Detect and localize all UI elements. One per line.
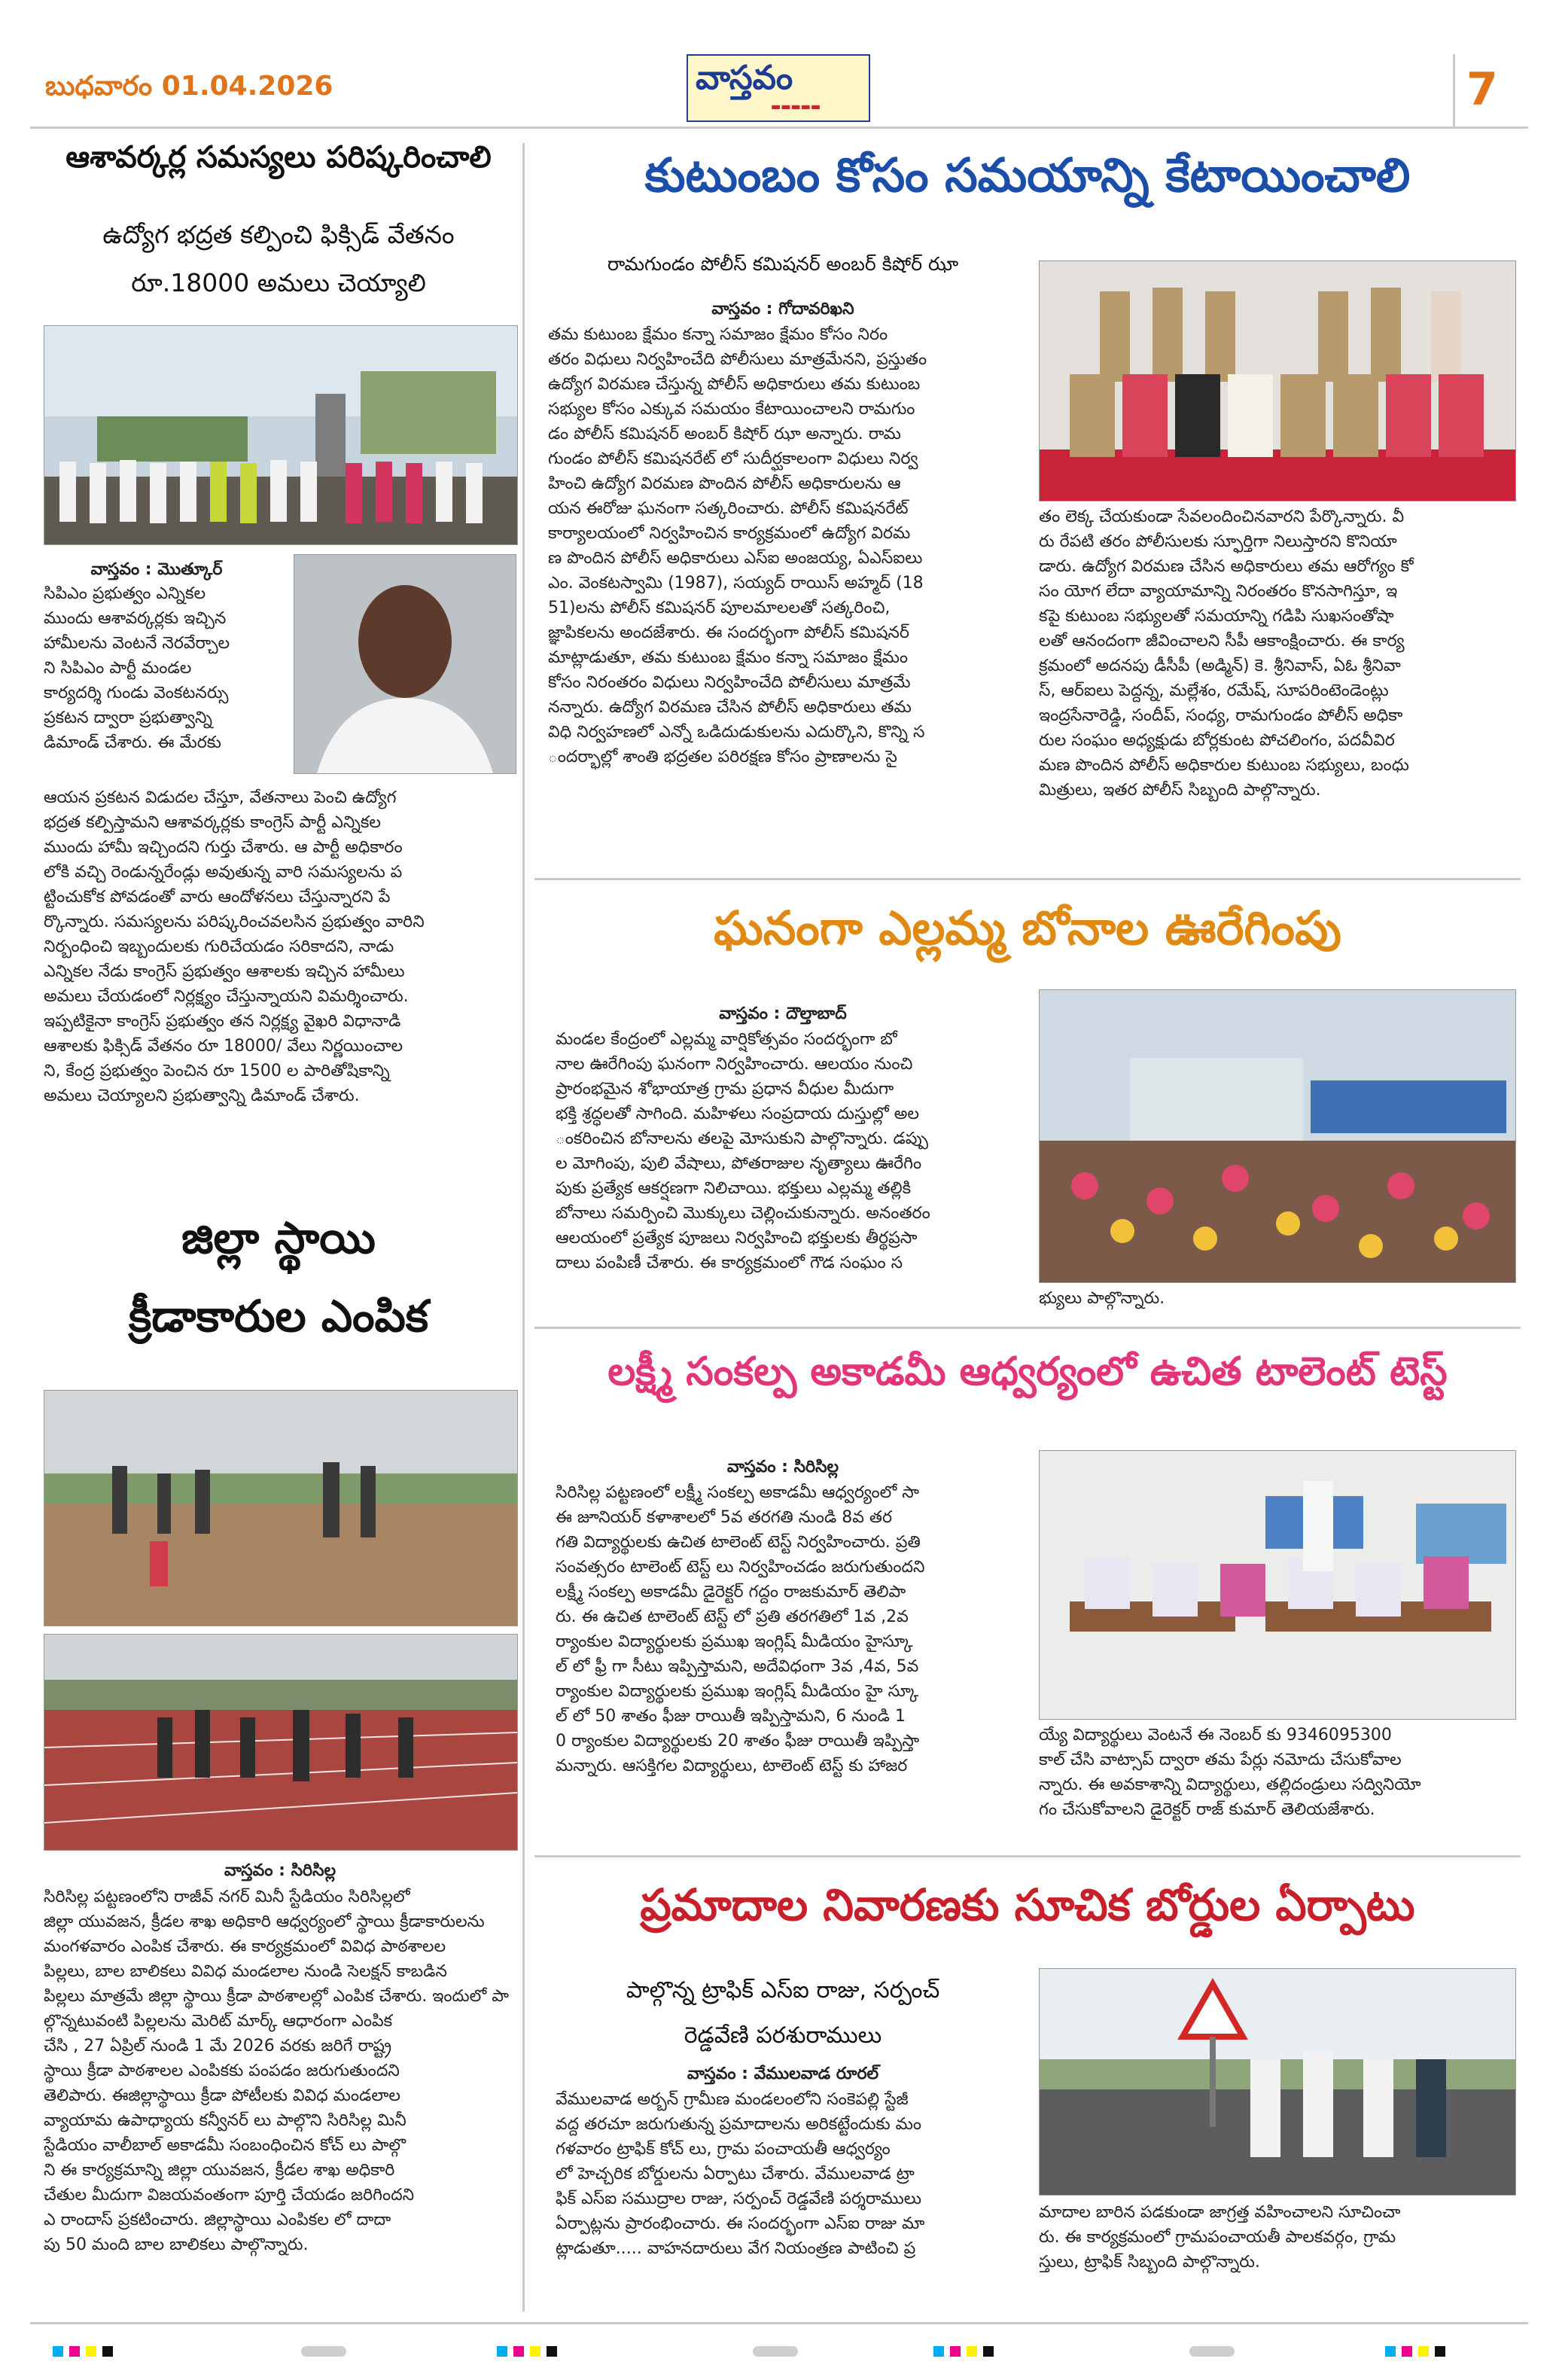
story5-line: ఈ జూనియర్ కళాశాలలో 5వ తరగతి నుండి 8వ తర	[556, 1508, 893, 1527]
story5-line: 0 ర్యాంకుల విద్యార్థులకు 20 శాతం ఫీజు రాయితీ ఇప్పిస్తా	[556, 1732, 920, 1751]
story2-race-photo	[44, 1634, 518, 1851]
story4-line: భక్తి శ్రద్ధలతో సాగింది. మహిళలు సంప్రదాయ దుస్తుల్లో అల	[556, 1105, 919, 1123]
story1-subhead-1: ఉద్యోగ భద్రత కల్పించి ఫిక్సిడ్ వేతనం	[102, 220, 455, 249]
story6-line: ఏర్పాట్లను ప్రారంభించారు. ఈ సందర్భంగా ఎస్ఐ రాజు మా	[556, 2214, 925, 2233]
story2-line: ని ఈ కార్యక్రమాన్ని జిల్లా యువజన, క్రీడల శాఖ అధికారి	[44, 2161, 395, 2180]
story3-police-photo	[1039, 261, 1516, 501]
story5-line: గం చేసుకోవాలని డైరెక్టర్ రాజ్ కుమార్ తెలియజేశారు.	[1039, 1800, 1375, 1819]
story3-line: జ్ఞాపికలను అందజేశారు. ఈ సందర్భంగా పోలీస్ కమిషనర్	[548, 623, 909, 642]
story1-line: ఆశాలకు ఫిక్సిడ్ వేతనం రూ 18000/ వేలు నిర్ణయించాల	[44, 1037, 403, 1056]
story4-line: పుకు ప్రత్యేక ఆకర్షణగా నిలిచాయి. భక్తులు ఎల్లమ్మ తల్లికి	[556, 1179, 912, 1198]
story1-line: ఆయన ప్రకటన విడుదల చేస్తూ, వేతనాలు పెంచి ఉద్యోగ	[44, 788, 397, 807]
story2-line: ల్గొన్నటువంటి పిల్లలను మెరిట్ మార్క్ ఆధారంగా ఎంపిక	[44, 2012, 393, 2031]
story2-line: పు 50 మంది బాల బాలికలు పాల్గొన్నారు.	[44, 2235, 309, 2254]
story5-line: ల్ లో ఫ్రీ గా సీటు ఇప్పిస్తామని, అదేవిధంగా 3వ ,4వ, 5వ	[556, 1657, 919, 1676]
story4-body	[556, 1027, 1021, 1313]
section-rule	[534, 1327, 1521, 1329]
registration-pill	[753, 2346, 798, 2357]
story1-body-narrow	[44, 581, 285, 785]
story6-subhead-2: రెడ్డవేణి పరశురాములు	[684, 2022, 882, 2049]
story1-line: ఇప్పటికైనా కాంగ్రెస్ ప్రభుత్వం తన నిర్లక్ష్య వైఖరి విధానాడి	[44, 1012, 401, 1031]
story1-line: ర్కొన్నారు. సమస్యలను పరిష్కరించవలసిన ప్రభుత్వం వారిని	[44, 913, 425, 931]
story3-line: స్, ఆర్ఐలు పెద్దన్న, మల్లేశం, రమేష్, సూపరింటెండెంట్లు	[1039, 681, 1389, 700]
story1-line: ట్టించుకోక పోవడంతో వారు ఆందోళనలు చేస్తున్నారని పే	[44, 888, 391, 907]
story1-line: అమలు చేయడంలో నిర్లక్ష్యం చేస్తున్నాయని విమర్శించారు.	[44, 987, 409, 1006]
story5-line: య్యే విద్యార్థులు వెంటనే ఈ నెంబర్ కు 9346095300	[1039, 1726, 1392, 1745]
story4-line: బోనాలు సమర్పించి మొక్కులు చెల్లించుకున్నారు. అనంతరం	[556, 1204, 930, 1223]
story1-line: కార్యదర్శి గుండు వెంకటనర్సు	[44, 684, 229, 702]
paper-name: వాస్తవం	[696, 59, 793, 97]
story6-line: మాదాల బారిన పడకుండా జాగ్రత్త వహించాలని సూచించా	[1039, 2203, 1401, 2222]
story3-line: కోసం నిరంతరం విధులు నిర్వహించేది పోలీసులు మాత్రమే	[548, 673, 911, 692]
story3-line: సం యోగ లేదా వ్యాయామాన్ని నిరంతరం కొనసాగిస్తూ, ఇ	[1039, 582, 1398, 601]
story5-line: కాల్ చేసి వాట్సాప్ ద్వారా తమ పేర్లు నమోదు చేసుకోవాల	[1039, 1751, 1402, 1769]
story2-headline-2: క్రీడాకారుల ఎంపిక	[128, 1291, 429, 1342]
story2-line: సిరిసిల్ల పట్టణంలోని రాజీవ్ నగర్ మినీ స్టేడియం సిరిసిల్లలో	[44, 1888, 410, 1906]
story1-line: భద్రత కల్పిస్తామని ఆశావర్కర్లకు కాంగ్రెస్ పార్టీ ఎన్నికల	[44, 813, 381, 832]
edition-date: బుధవారం 01.04.2026	[45, 71, 333, 102]
story6-line: లో హెచ్చరిక బోర్డులను ఏర్పాటు చేశారు. వేములవాడ ట్రా	[556, 2165, 915, 2183]
registration-pill	[301, 2346, 346, 2357]
story5-line: గతి విద్యార్థులకు ఉచిత టాలెంట్ టెస్ట్ నిర్వహించారు. ప్రతి	[556, 1533, 921, 1552]
header-divider	[1453, 54, 1455, 126]
story1-line: ని, కేంద్ర ప్రభుత్వం పెంచిన రూ 1500 ల పారితోషికాన్ని	[44, 1062, 390, 1080]
story3-line: రు రేపటి తరం పోలీసులకు స్ఫూర్తిగా నిలుస్తారని కొనియా	[1039, 532, 1397, 551]
story3-headline: కుటుంబం కోసం సమయాన్ని కేటాయించాలి	[644, 148, 1411, 203]
paper-tagline-graphic: ▬▬▬▬▬	[771, 101, 821, 113]
story3-body	[548, 322, 1021, 872]
story3-line: మిత్రులు, ఇతర పోలీస్ సిబ్బంది పాల్గొన్నారు.	[1039, 781, 1321, 800]
story2-line: చేసి , 27 ఏప్రిల్ నుండి 1 మే 2026 వరకు జరిగే రాష్ట్ర	[44, 2037, 391, 2055]
story3-line: తమ కుటుంబ క్షేమం కన్నా సమాజం క్షేమం కోసం నిరం	[548, 325, 888, 344]
story1-byline: వాస్తవం : మొత్కూర్	[90, 560, 223, 579]
story1-line: డిమాండ్ చేశారు. ఈ మేరకు	[44, 733, 221, 752]
story5-headline: లక్ష్మీ సంకల్ప అకాడమీ ఆధ్వర్యంలో ఉచిత టాలెంట్ టెస్ట్	[607, 1349, 1448, 1394]
story5-line: ర్యాంకుల విద్యార్థులకు ప్రముఖ ఇంగ్లిష్ మీడియం హై స్కూ	[556, 1682, 919, 1701]
story5-body-right	[1039, 1723, 1515, 1828]
story5-line: రు. ఈ ఉచిత టాలెంట్ టెస్ట్ లో ప్రతి తరగతిలో 1వ ,2వ	[556, 1607, 909, 1626]
story6-line: వేములవాడ అర్బన్ గ్రామీణ మండలంలోని సంకెపల్లి స్టేజీ	[556, 2090, 909, 2109]
column-divider	[522, 143, 525, 2311]
section-rule	[534, 878, 1521, 880]
story2-line: తెలిపారు. ఈజిల్లాస్థాయి క్రీడా పోటీలకు వివిధ మండలాల	[44, 2086, 400, 2105]
story6-subhead-1: పాల్గొన్న ట్రాఫిక్ ఎస్ఐ రాజు, సర్పంచ్	[626, 1977, 940, 2004]
story3-line: తరం విధులు నిర్వహించేది పోలీసులు మాత్రమేనని, ప్రస్తుతం	[548, 350, 927, 369]
story1-body-wide	[44, 785, 518, 1117]
story3-line: డం పోలీస్ కమిషనర్ అంబర్ కిషోర్ ఝా అన్నారు. రామ	[548, 425, 901, 443]
story1-headline: ఆశావర్కర్ల సమస్యలు పరిష్కరించాలి	[65, 140, 492, 175]
story1-line: ఎన్నికల నేడు కాంగ్రెస్ ప్రభుత్వం ఆశాలకు ఇచ్చిన హామీలు	[44, 962, 405, 981]
story4-line: నాల ఊరేగింపు ఘనంగా నిర్వహించారు. ఆలయం నుంచి	[556, 1055, 913, 1074]
story3-line: తం లెక్క చేయకుండా సేవలందించినవారని పేర్కొన్నారు. వీ	[1039, 507, 1405, 526]
story5-line: న్నారు. ఈ అవకాశాన్ని విద్యార్థులు, తల్లిదండ్రులు సద్వినియో	[1039, 1775, 1421, 1794]
story6-line: రు. ఈ కార్యక్రమంలో గ్రామపంచాయతీ పాలకవర్గం, గ్రామ	[1039, 2228, 1396, 2247]
story4-byline: వాస్తవం : దౌల్తాబాద్	[719, 1004, 847, 1023]
story6-line: గళవారం ట్రాఫిక్ కోచ్ లు, గ్రామ పంచాయతీ ఆధ్వర్యం	[556, 2140, 891, 2159]
story2-byline: వాస్తవం : సిరిసిల్ల	[224, 1861, 336, 1880]
story5-exam-photo	[1039, 1450, 1516, 1720]
story1-line: హామీలను వెంటనే నెరవేర్చాల	[44, 634, 230, 653]
story2-line: చేతుల మీదుగా విజయవంతంగా పూర్తి చేయడం జరిగిందని	[44, 2186, 415, 2205]
story6-body-right	[1039, 2200, 1515, 2275]
story2-line: ఎ రాందాస్ ప్రకటించారు. జిల్లాస్థాయి ఎంపికల లో దాదా	[44, 2211, 391, 2229]
header-rule	[30, 126, 1528, 129]
story3-body-right	[1039, 504, 1515, 858]
story2-line: పిల్లలు మాత్రమే జిల్లా స్థాయి క్రీడా పాఠశాలల్లో ఎంపిక చేశారు. ఇందులో పా	[44, 1987, 509, 2006]
story1-portrait-photo	[294, 554, 516, 774]
story1-line: ముందు హామీ ఇచ్చిందని గుర్తు చేశారు. ఆ పార్టీ అధికారం	[44, 838, 403, 857]
story3-line: ఇంద్రసేనారెడ్డి, సందీప్, సంధ్య, రామగుండం పోలీస్ అధికా	[1039, 706, 1403, 725]
footer-rule	[30, 2322, 1528, 2324]
story5-body	[556, 1480, 1021, 1819]
story5-line: సంవత్సరం టాలెంట్ టెస్ట్ లు నిర్వహించడం జరుగుతుందని	[556, 1558, 925, 1577]
story4-line: ంకరించిన బోనాలను తలపై మోసుకుని పాల్గొన్నారు. డప్పు	[556, 1129, 928, 1148]
section-rule	[534, 1855, 1521, 1857]
story2-line: పిల్లలు, బాల బాలికలు వివిధ మండలాల నుండి సెలక్షన్ కాబడిన	[44, 1962, 447, 1981]
story6-headline: ప్రమాదాల నివారణకు సూచిక బోర్డుల ఏర్పాటు	[640, 1879, 1415, 1931]
story1-line: ప్రకటన ద్వారా ప్రభుత్వాన్ని	[44, 709, 212, 727]
story4-headline: ఘనంగా ఎల్లమ్మ బోనాల ఊరేగింపు	[714, 900, 1341, 955]
story3-line: నన్నారు. ఉద్యోగ విరమణ చేసిన పోలీస్ అధికారులు తమ	[548, 698, 912, 717]
story3-line: ణ పొందిన పోలీస్ అధికారులు ఎస్ఐ అంజయ్య, ఏఎస్ఐలు	[548, 549, 923, 568]
story3-line: సభ్యుల కోసం ఎక్కువ సమయం కేటాయించాలని రామగుం	[548, 400, 915, 419]
story3-line: కపై కుటుంబ సభ్యులతో సమయాన్ని గడిపి సుఖసంతోషా	[1039, 607, 1394, 626]
story1-line: నిర్బంధించి ఇబ్బందులకు గురిచేయడం సరికాదని, నాడు	[44, 937, 394, 956]
story3-line: ఎం. వెంకటస్వామి (1987), సయ్యద్ రాయిస్ అహ్మద్ (18	[548, 574, 924, 593]
story2-line: స్టేడియం వాలీబాల్ అకాడమీ సంబంధించిన కోచ్ లు పాల్గొ	[44, 2136, 407, 2155]
story3-byline: వాస్తవం : గోదావరిఖని	[711, 300, 854, 318]
story2-line: మంగళవారం ఎంపిక చేశారు. ఈ కార్యక్రమంలో వివిధ పాఠశాలల	[44, 1937, 446, 1956]
story2-headline-1: జిల్లా స్థాయి	[181, 1212, 376, 1263]
story1-line: సిపిఎం ప్రభుత్వం ఎన్నికల	[44, 584, 206, 603]
story2-longjump-photo	[44, 1390, 518, 1626]
story3-line: డారు. ఉద్యోగ విరమణ చేసిన అధికారులు తమ ఆరోగ్యం కో	[1039, 557, 1414, 576]
story1-line: ని సిపిఎం పార్టీ మండల	[44, 659, 192, 678]
story2-line: వ్యాయామ ఉపాధ్యాయ కన్వీనర్ లు పాల్గొని సిరిసిల్ల మినీ	[44, 2111, 407, 2130]
story3-subhead: రామగుండం పోలీస్ కమిషనర్ అంబర్ కిషోర్ ఝా	[607, 253, 959, 275]
story6-signboard-photo	[1039, 1968, 1516, 2196]
story6-line: స్తులు, ట్రాఫిక్ సిబ్బంది పాల్గొన్నారు.	[1039, 2253, 1260, 2272]
story3-line: క్రమంలో అదనపు డీసీపీ (అడ్మిన్) కె. శ్రీనివాస్, ఏఓ శ్రీనివా	[1039, 657, 1401, 675]
story1-subhead-2: రూ.18000 అమలు చెయ్యాలి	[131, 268, 426, 297]
story1-protest-photo	[44, 325, 518, 545]
story2-line: జిల్లా యువజన, క్రీడల శాఖ అధికారి ఆధ్వర్యంలో స్థాయి క్రీడాకారులను	[44, 1912, 485, 1931]
story4-line: ఆలయంలో ప్రత్యేక పూజలు నిర్వహించి భక్తులకు తీర్థప్రసా	[556, 1229, 918, 1248]
story5-line: సిరిసిల్ల పట్టణంలో లక్ష్మీ సంకల్ప అకాడమీ ఆధ్వర్యంలో సా	[556, 1483, 919, 1502]
story6-body	[556, 2087, 1021, 2268]
story3-line: రుల సంఘం అధ్యక్షుడు బోర్లకుంట పోచలింగం, పదవీవిర	[1039, 731, 1395, 750]
story3-line: యన ఈరోజు ఘనంగా సత్కరించారు. పోలీస్ కమిషనరేట్	[548, 499, 909, 518]
story4-line: దాలు పంపిణీ చేశారు. ఈ కార్యక్రమంలో గౌడ సంఘం స	[556, 1254, 903, 1272]
registration-pill	[1189, 2346, 1235, 2357]
story1-line: అమలు చెయ్యాలని ప్రభుత్వాన్ని డిమాండ్ చేశారు.	[44, 1086, 360, 1105]
masthead-logo	[687, 54, 870, 122]
story5-byline: వాస్తవం : సిరిసిల్ల	[726, 1458, 839, 1476]
page-number: 7	[1466, 63, 1498, 116]
story2-line: స్థాయి క్రీడా పాఠశాలల ఎంపికకు పంపడం జరుగుతుందని	[44, 2062, 400, 2080]
story3-line: హించి ఉద్యోగ విరమణ పొందిన పోలీస్ అధికారులను ఆ	[548, 474, 901, 493]
story4-procession-photo	[1039, 989, 1516, 1283]
story1-line: ముందు ఆశావర్కర్లకు ఇచ్చిన	[44, 609, 227, 628]
story3-line: కార్యాలయంలో నిర్వహించిన కార్యక్రమంలో ఉద్యోగ విరమ	[548, 524, 911, 543]
story6-line: ఫిక్ ఎస్ఐ సముద్రాల రాజు, సర్పంచ్ రెడ్డవేణి పర్శరాములు	[556, 2190, 921, 2208]
story3-line: 51)లను పోలీస్ కమిషనర్ పూలమాలలతో సత్కరించి,	[548, 599, 891, 617]
story4-line: ప్రారంభమైన శోభాయాత్ర గ్రామ ప్రధాన వీధుల మీదుగా	[556, 1080, 894, 1099]
story3-line: విధి నిర్వహణలో ఎన్నో ఒడిదుడుకులను ఎదుర్కొని, కొన్ని స	[548, 723, 925, 742]
story3-line: గుండం పోలీస్ కమిషనరేట్ లో సుదీర్ఘకాలంగా విధులు నిర్వ	[548, 449, 918, 468]
story3-line: ఉద్యోగ విరమణ చేస్తున్న పోలీస్ అధికారులు తమ కుటుంబ	[548, 375, 921, 394]
story6-line: వద్ద తరచూ జరుగుతున్న ప్రమాదాలను అరికట్టేందుకు మం	[556, 2115, 922, 2134]
story6-byline: వాస్తవం : వేములవాడ రూరల్	[687, 2065, 879, 2083]
story4-line: ల మోగింపు, పులి వేషాలు, పోతరాజుల నృత్యాలు ఊరేగిం	[556, 1154, 922, 1173]
story2-body	[44, 1885, 518, 2269]
story3-line: లతో ఆనందంగా జీవించాలని సీపీ ఆకాంక్షించారు. ఈ కార్య	[1039, 632, 1405, 651]
story4-line: మండల కేంద్రంలో ఎల్లమ్మ వార్షికోత్సవం సందర్భంగా బో	[556, 1030, 897, 1049]
story5-line: ర్యాంకుల విద్యార్థులకు ప్రముఖ ఇంగ్లిష్ మీడియం హైస్కూ	[556, 1632, 913, 1651]
story6-line: ట్లాడుతూ..... వాహనదారులు వేగ నియంత్రణ పాటించి ప్ర	[556, 2239, 916, 2258]
story3-line: మణ పొందిన పోలీస్ అధికారుల కుటుంబ సభ్యులు, బంధు	[1039, 756, 1409, 775]
story5-line: ల్ లో 50 శాతం ఫీజు రాయితీ ఇప్పిస్తామని, 6 నుండి 1	[556, 1707, 906, 1726]
story3-line: మాట్లాడుతూ, తమ కుటుంబ క్షేమం కన్నా సమాజం క్షేమం	[548, 648, 909, 667]
story5-line: మన్నారు. ఆసక్తిగల విద్యార్థులు, టాలెంట్ టెస్ట్ కు హాజర	[556, 1757, 908, 1775]
story4-caption: భ్యులు పాల్గొన్నారు.	[1039, 1289, 1165, 1308]
story5-line: లక్ష్మీ సంకల్ప అకాడమీ డైరెక్టర్ గద్దం రాజకుమార్ తెలిపా	[556, 1583, 906, 1601]
story3-line: ందర్భాల్లో శాంతి భద్రతల పరిరక్షణ కోసం ప్రాణాలను సై	[548, 748, 897, 766]
story1-line: లోకి వచ్చి రెండున్నరేండ్లు అవుతున్న వారి సమస్యలను ప	[44, 863, 403, 882]
